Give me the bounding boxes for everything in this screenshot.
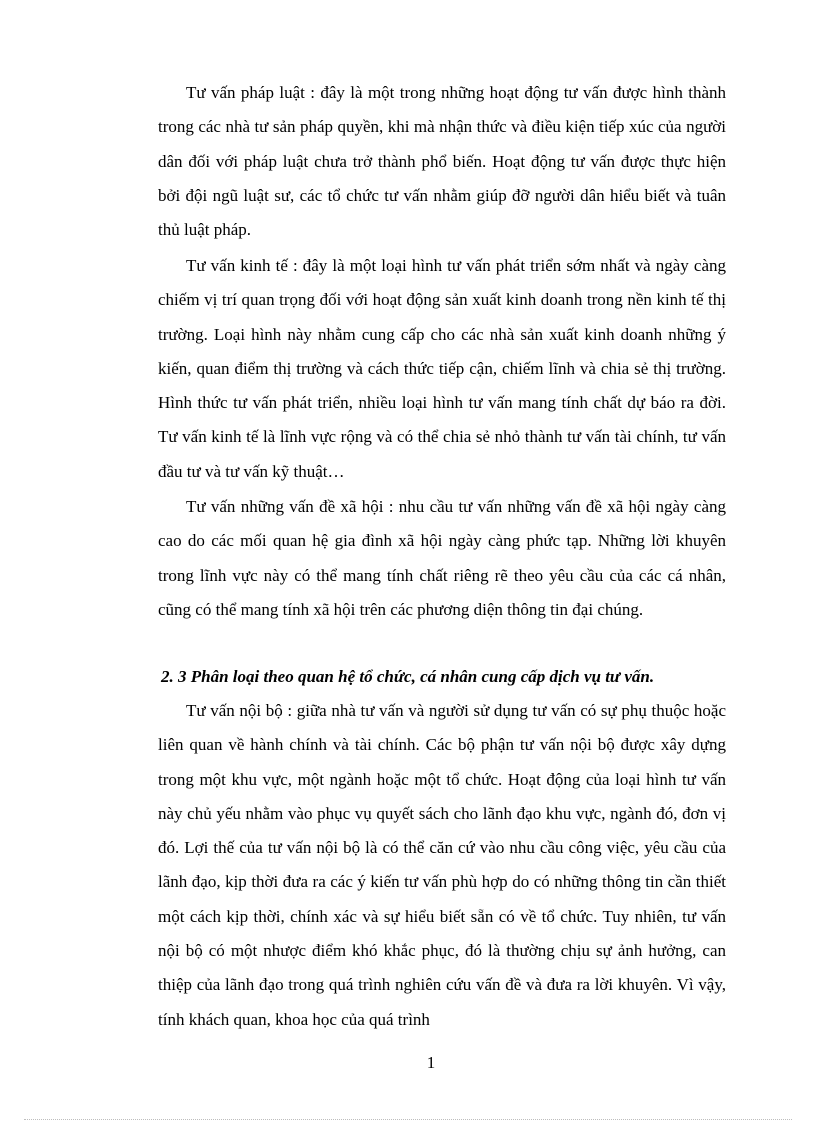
paragraph-social-consulting	[158, 490, 726, 627]
paragraph-text: Tư vấn nội bộ : giữa nhà tư vấn và người sử dụng tư vấn có sự phụ thuộc hoặc liên quan về hành chính và tài chính. Các bộ phận tư vấn nội bộ được xây dựng trong một khu vực, một ngành hoặc một tổ chức. Hoạt động của loại hình tư vấn này chủ yếu nhằm vào phục vụ quyết sách cho lãnh đạo khu vực, ngành đó, đơn vị đó. Lợi thế của tư vấn nội bộ là có thể căn cứ vào nhu cầu công việc, yêu cầu của lãnh đạo, kịp thời đưa ra các ý kiến tư vấn phù hợp do có những thông tin cần thiết một cách kịp thời, chính xác và sự hiểu biết sẵn có về tổ chức. Tuy nhiên, tư vấn nội bộ có một nhược điểm khó khắc phục, đó là thường chịu sự ảnh hưởng, can thiệp của lãnh đạo trong quá trình nghiên cứu vấn đề và đưa ra lời khuyên. Vì vậy, tính khách quan, khoa học của quá trình	[158, 701, 726, 1029]
paragraph-text: Tư vấn pháp luật : đây là một trong những hoạt động tư vấn được hình thành trong các nhà tư sản pháp quyền, khi mà nhận thức và điều kiện tiếp xúc của người dân đối với pháp luật chưa trở thành phổ biến. Hoạt động tư vấn được thực hiện bởi đội ngũ luật sư, các tổ chức tư vấn nhằm giúp đỡ người dân hiểu biết và tuân thủ luật pháp.	[158, 83, 726, 240]
paragraph-internal-consulting	[158, 694, 726, 1037]
paragraph-legal-consulting	[158, 76, 726, 247]
paragraph-text: Tư vấn những vấn đề xã hội : nhu cầu tư vấn những vấn đề xã hội ngày càng cao do các mối quan hệ gia đình xã hội ngày càng phức tạp. Những lời khuyên trong lĩnh vực này có thể mang tính chất riêng rẽ theo yêu cầu của các cá nhân, cũng có thể mang tính xã hội trên các phương diện thông tin đại chúng.	[158, 497, 726, 619]
page-number: 1	[426, 1053, 436, 1072]
paragraph-economic-consulting	[158, 249, 726, 489]
page-bottom-border	[24, 1119, 792, 1120]
section-heading: 2. 3 Phân loại theo quan hệ tổ chức, cá nhân cung cấp dịch vụ tư vấn.	[161, 667, 655, 686]
paragraph-text: Tư vấn kinh tế : đây là một loại hình tư vấn phát triển sớm nhất và ngày càng chiếm vị trí quan trọng đối với hoạt động sản xuất kinh doanh trong nền kinh tế thị trường. Loại hình này nhằm cung cấp cho các nhà sản xuất kinh doanh những ý kiến, quan điểm thị trường và cách thức tiếp cận, chiếm lĩnh và chia sẻ thị trường. Hình thức tư vấn phát triển, nhiều loại hình tư vấn mang tính chất dự báo ra đời. Tư vấn kinh tế là lĩnh vực rộng và có thể chia sẻ nhỏ thành tư vấn tài chính, tư vấn đầu tư và tư vấn kỹ thuật…	[158, 256, 726, 481]
